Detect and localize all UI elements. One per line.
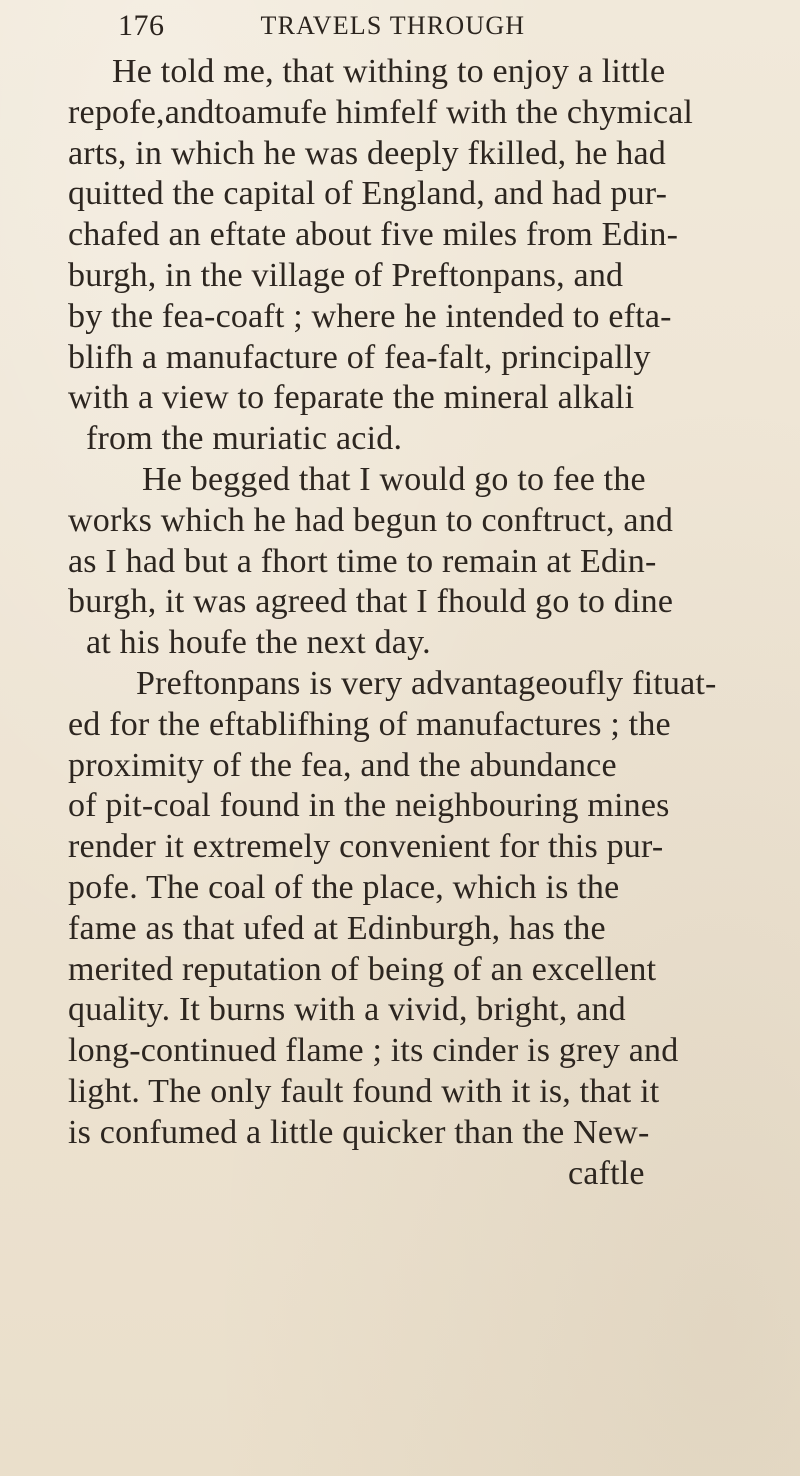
text-line: Preftonpans is very advantageoufly fituat- [136, 664, 717, 702]
text-line: merited reputation of being of an excellent [68, 950, 657, 988]
text-line: long-continued flame ; its cinder is grey and [68, 1032, 679, 1070]
text-line: burgh, in the village of Preftonpans, and [68, 256, 624, 294]
text-line: arts, in which he was deeply fkilled, he had [68, 134, 666, 172]
text-line: He begged that I would go to fee the [142, 460, 646, 498]
text-line: render it extremely convenient for this pur- [68, 828, 664, 866]
running-head: TRAVELS THROUGH [260, 11, 526, 40]
text-line: pofe. The coal of the place, which is the [68, 868, 620, 906]
text-line: light. The only fault found with it is, that it [68, 1072, 660, 1110]
text-line: with a view to feparate the mineral alkali [68, 379, 635, 417]
page-number: 176 [118, 9, 165, 42]
text-line: by the fea-coaft ; where he intended to efta- [68, 297, 672, 335]
text-line: as I had but a fhort time to remain at Edin- [68, 542, 657, 580]
text-line: at his houfe the next day. [86, 624, 431, 662]
text-line: is confumed a little quicker than the New- [68, 1113, 650, 1151]
text-line: burgh, it was agreed that I fhould go to dine [68, 583, 674, 621]
text-line: repofe,andtoamufe himfelf with the chymical [68, 93, 694, 131]
text-line: blifh a manufacture of fea-falt, principally [68, 338, 651, 376]
text-line: ed for the eftablifhing of manufactures ; the [68, 705, 671, 743]
catchword: caftle [568, 1154, 645, 1192]
text-line: works which he had begun to conftruct, and [68, 501, 674, 539]
text-line: quality. It burns with a vivid, bright, and [68, 991, 626, 1029]
text-line: fame as that ufed at Edinburgh, has the [68, 909, 606, 947]
text-line: quitted the capital of England, and had pur- [68, 175, 668, 213]
text-line: chafed an eftate about five miles from Edin- [68, 216, 679, 254]
text-line: proximity of the fea, and the abundance [68, 746, 617, 784]
page-header [118, 10, 678, 42]
text-line: He told me, that withing to enjoy a little [112, 53, 666, 90]
body-text [68, 52, 748, 1194]
text-line: of pit-coal found in the neighbouring mines [68, 787, 670, 825]
text-line: from the muriatic acid. [86, 420, 403, 458]
